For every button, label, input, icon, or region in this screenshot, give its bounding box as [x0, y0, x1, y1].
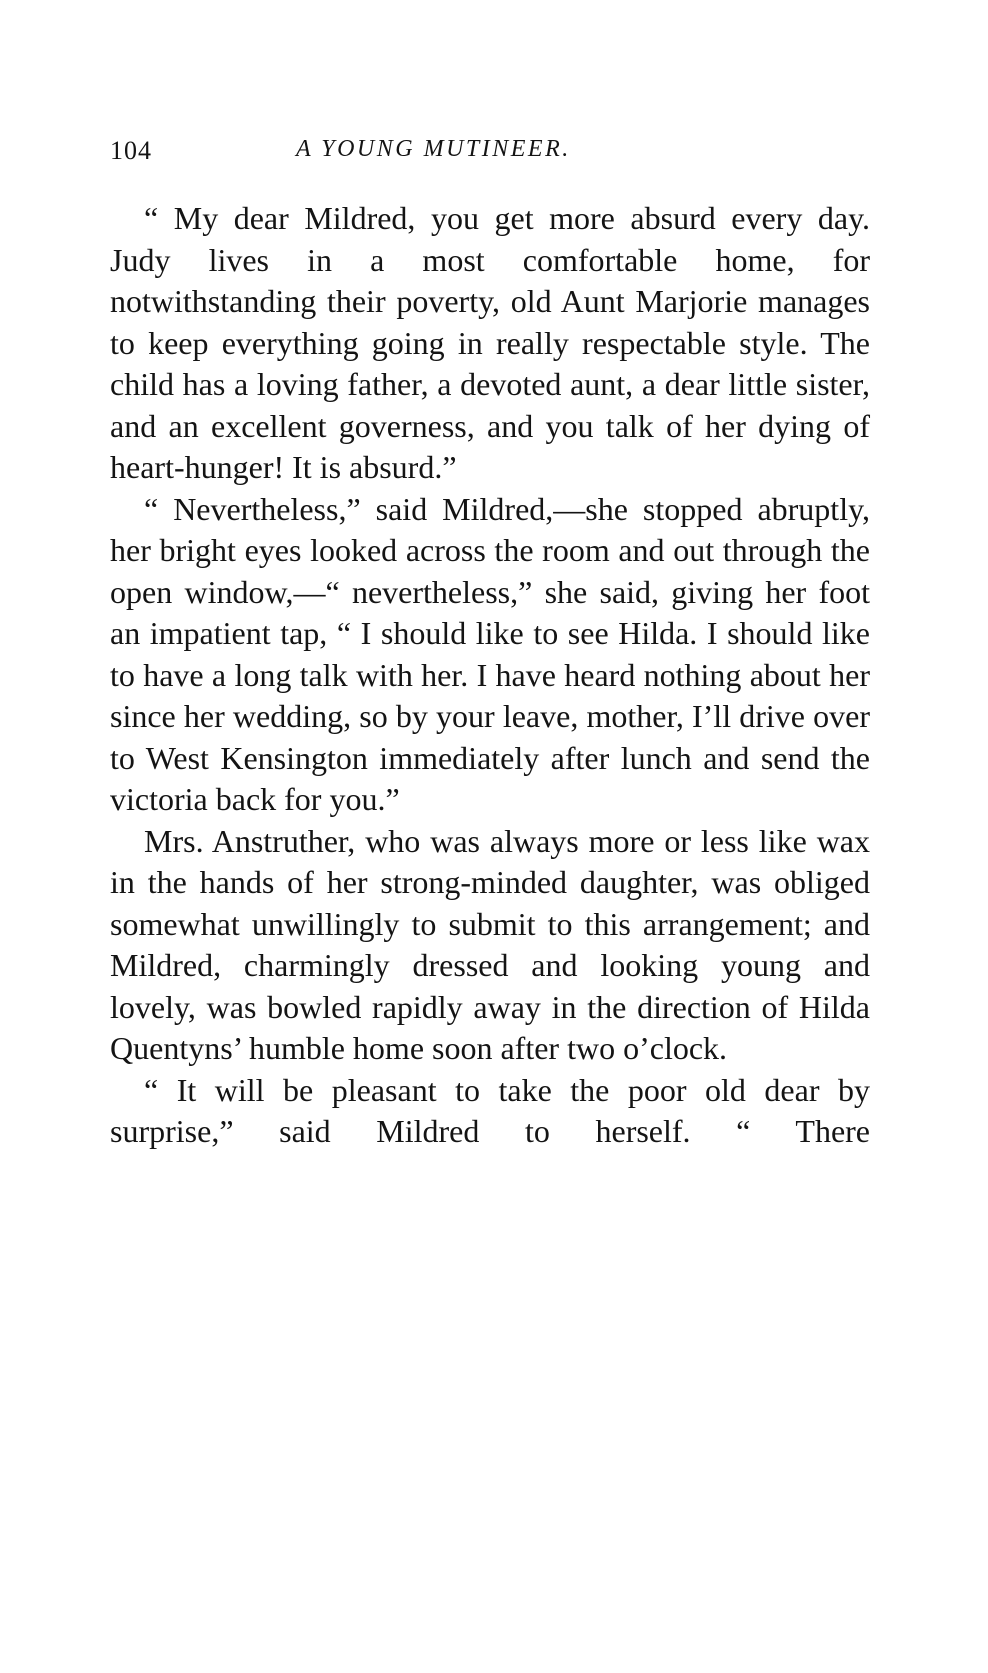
paragraph: “ Nevertheless,” said Mildred,—she stopped abruptly, her bright eyes looked across the room and out through the open window,—“ nevertheless,” she said, giving her foot an impatient tap, “ I should like to see Hilda. I should like to have a long talk with her. I have heard nothing about her since her wedding, so by your leave, mother, I’ll drive over to West Kensington immediately after lunch and send the victoria back for you.” [110, 490, 870, 817]
paragraph: “ My dear Mildred, you get more absurd every day. Judy lives in a most comfortable home, for notwithstanding their poverty, old Aunt Marjorie manages to keep everything going in really respectable style. The child has a loving father, a devoted aunt, a dear little sister, and an excellent governess, and you talk of her dying of heart-hunger! It is absurd.” [110, 200, 870, 485]
page-number: 104 [110, 136, 152, 165]
paragraph: Mrs. Anstruther, who was always more or less like wax in the hands of her strong-minded daughter, was obliged somewhat unwillingly to submit to this arrangement; and Mildred, charmingly dressed and looking young and lovely, was bowled rapidly away in the direction of Hilda Quentyns’ humble home soon after two o’clock. [110, 822, 870, 1066]
body-text [110, 198, 870, 1153]
paragraph: “ It will be pleasant to take the poor old dear by surprise,” said Mildred to herself. “ There [110, 1071, 870, 1149]
page-header [110, 136, 870, 176]
running-title: A YOUNG MUTINEER. [296, 136, 571, 162]
